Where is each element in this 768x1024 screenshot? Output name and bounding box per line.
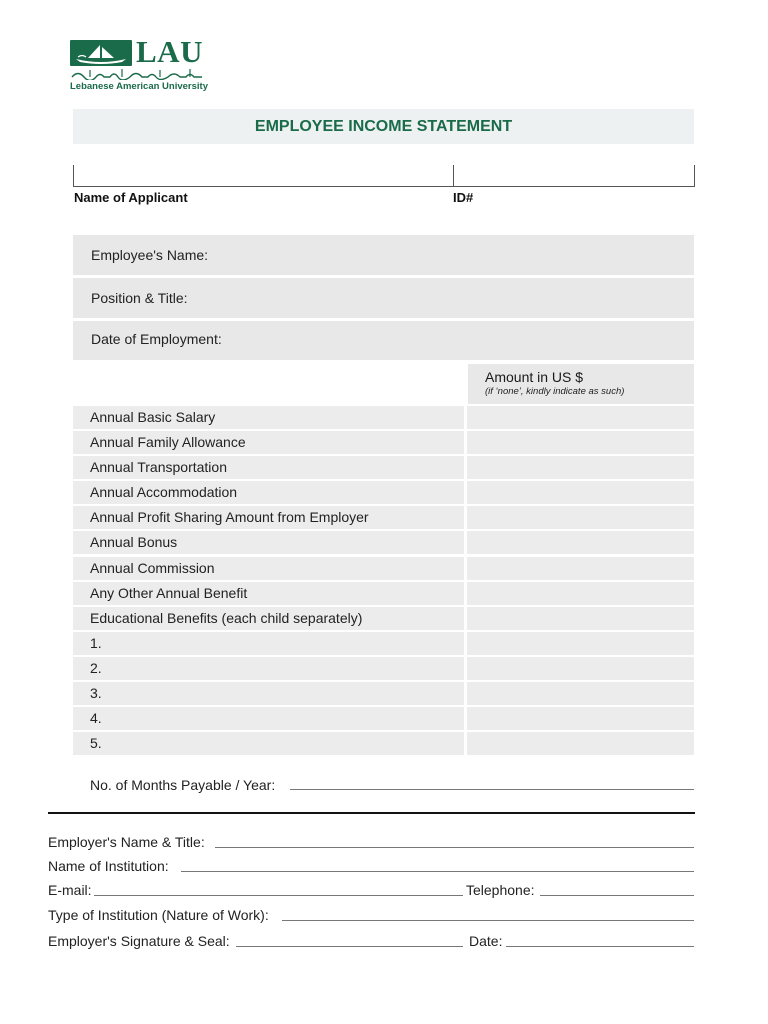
income-item-label: 4. <box>73 707 464 730</box>
page-title: EMPLOYEE INCOME STATEMENT <box>254 118 513 135</box>
income-item-label: Annual Accommodation <box>73 481 464 504</box>
income-item-label: 1. <box>73 632 464 655</box>
income-item-label: Annual Basic Salary <box>73 406 464 429</box>
income-amount-cell[interactable] <box>467 481 694 504</box>
income-row <box>73 431 694 454</box>
income-item-label: 5. <box>73 732 464 755</box>
income-amount-cell[interactable] <box>467 406 694 429</box>
income-row <box>73 531 694 554</box>
income-table <box>73 406 694 757</box>
logo-acronym: LAU <box>136 34 203 69</box>
title-band <box>73 109 694 144</box>
income-amount-cell[interactable] <box>467 707 694 730</box>
income-amount-cell[interactable] <box>467 732 694 755</box>
income-amount-cell[interactable] <box>467 657 694 680</box>
income-item-label: Any Other Annual Benefit <box>73 582 464 605</box>
employment-date-label: Date of Employment: <box>91 331 222 347</box>
income-row <box>73 506 694 529</box>
section-divider <box>48 812 695 814</box>
amount-header-title: Amount in US $ <box>485 369 584 385</box>
income-row <box>73 632 694 655</box>
amount-header-note: (if ‘none’, kindly indicate as such) <box>485 386 625 397</box>
applicant-id-label: ID# <box>453 190 474 205</box>
employer-name-title-label: Employer's Name & Title: <box>48 834 205 850</box>
telephone-line[interactable] <box>540 895 694 896</box>
signature-seal-line[interactable] <box>236 946 463 947</box>
income-row <box>73 732 694 755</box>
logo-arabic-wordmark <box>70 68 204 80</box>
months-payable-line[interactable] <box>290 789 694 790</box>
applicant-name-label: Name of Applicant <box>74 190 188 205</box>
income-item-label: Annual Family Allowance <box>73 431 464 454</box>
signature-date-label: Date: <box>469 933 503 949</box>
income-item-label: Annual Bonus <box>73 531 464 554</box>
institution-type-label: Type of Institution (Nature of Work): <box>48 907 269 923</box>
applicant-name-field[interactable] <box>73 165 453 187</box>
income-amount-cell[interactable] <box>467 531 694 554</box>
employee-name-label: Employee's Name: <box>91 247 209 263</box>
income-item-label: Annual Commission <box>73 557 464 580</box>
employee-name-row[interactable] <box>73 235 694 275</box>
logo-english-name: Lebanese American University <box>70 81 208 92</box>
income-row <box>73 607 694 630</box>
months-payable-label: No. of Months Payable / Year: <box>90 777 276 793</box>
employment-date-row[interactable] <box>73 321 694 360</box>
lau-logo <box>70 34 210 92</box>
signature-seal-label: Employer's Signature & Seal: <box>48 933 230 949</box>
income-item-label: Annual Profit Sharing Amount from Employer <box>73 506 464 529</box>
income-amount-cell[interactable] <box>467 431 694 454</box>
income-item-label: 3. <box>73 682 464 705</box>
income-amount-cell[interactable] <box>467 607 694 630</box>
income-row <box>73 657 694 680</box>
institution-name-label: Name of Institution: <box>48 858 169 874</box>
months-payable-field[interactable] <box>90 777 275 793</box>
income-amount-cell[interactable] <box>467 557 694 580</box>
ship-emblem-icon <box>70 40 132 66</box>
income-amount-cell[interactable] <box>467 582 694 605</box>
income-amount-cell[interactable] <box>467 682 694 705</box>
institution-type-line[interactable] <box>282 920 694 921</box>
income-item-label: Educational Benefits (each child separately) <box>73 607 464 630</box>
amount-column-header <box>468 364 694 404</box>
income-amount-cell[interactable] <box>467 456 694 479</box>
signature-date-line[interactable] <box>506 946 694 947</box>
income-row <box>73 456 694 479</box>
income-row <box>73 682 694 705</box>
income-row <box>73 582 694 605</box>
income-amount-cell[interactable] <box>467 506 694 529</box>
position-title-row[interactable] <box>73 278 694 318</box>
income-item-label: Annual Transportation <box>73 456 464 479</box>
institution-name-line[interactable] <box>181 871 694 872</box>
income-amount-cell[interactable] <box>467 632 694 655</box>
income-row <box>73 406 694 429</box>
email-label: E-mail: <box>48 882 92 898</box>
telephone-label: Telephone: <box>466 882 535 898</box>
email-line[interactable] <box>94 895 463 896</box>
income-row <box>73 481 694 504</box>
applicant-id-field[interactable] <box>453 165 695 187</box>
employer-name-title-line[interactable] <box>215 847 694 848</box>
income-row <box>73 557 694 580</box>
position-title-label: Position & Title: <box>91 290 188 306</box>
income-item-label: 2. <box>73 657 464 680</box>
income-row <box>73 707 694 730</box>
